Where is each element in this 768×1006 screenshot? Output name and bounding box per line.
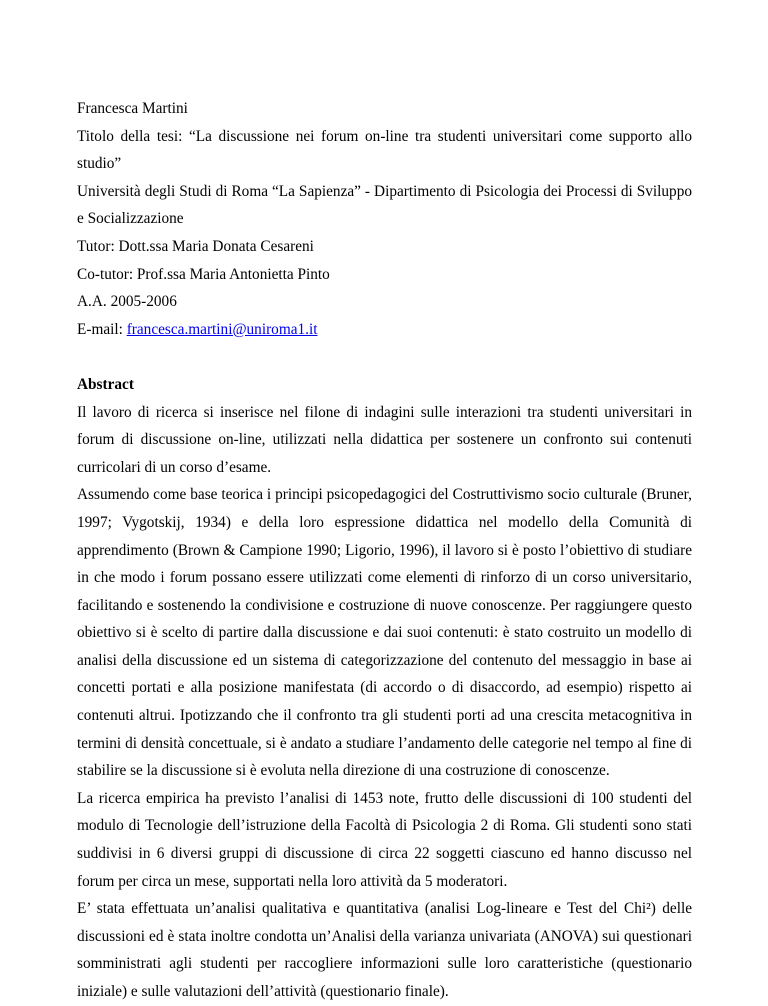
abstract-body [77, 399, 692, 1006]
thesis-title-text: Titolo della tesi: “La discussione nei forum on-line tra studenti universitari come supporto allo studio” [77, 127, 692, 173]
header-block [77, 95, 692, 343]
tutor-line: Tutor: Dott.ssa Maria Donata Cesareni [77, 237, 314, 255]
author-name: Francesca Martini [77, 100, 188, 117]
abstract-paragraph: La ricerca empirica ha previsto l’analisi di 1453 note, frutto delle discussioni di 100 studenti del modulo di Tecnologie dell’istruzione della Facoltà di Psicologia 2 di Roma. Gli studenti sono stati suddivisi in 6 diversi gruppi di discussione di circa 22 soggetti ciascuno ed hanno discusso nel forum per circa un mese, supportati nella loro attività da 5 moderatori. [77, 789, 692, 890]
university-department [77, 178, 692, 233]
abstract-heading: Abstract [77, 375, 134, 393]
cotutor-line: Co-tutor: Prof.ssa Maria Antonietta Pinto [77, 265, 330, 283]
abstract-paragraph: Assumendo come base teorica i principi psicopedagogici del Costruttivismo socio culturale (Bruner, 1997; Vygotskij, 1934) e della loro espressione didattica nel modello della Comunità di apprendimento (Brown & Campione 1990; Ligorio, 1996), il lavoro si è posto l’obiettivo di studiare in che modo i forum possano essere utilizzati come elementi di rinforzo di un corso universitario, facilitando e sostenendo la condivisione e costruzione di nuove conoscenze. Per raggiungere questo obiettivo si è scelto di partire dalla discussione e dai suoi contenuti: è stato costruito un modello di analisi della discussione ed un sistema di categorizzazione del contenuto del messaggio in base ai concetti portati e alla posizione manifestata (di accordo o di disaccordo, ad esempio) rispetto ai contenuti altrui. Ipotizzando che il confronto tra gli studenti porti ad una crescita metacognitiva in termini di densità concettuale, si è andato a studiare l’andamento delle categorie nel tempo al fine di stabilire se la discussione si è evoluta nella direzione di una costruzione di conoscenze. [77, 486, 692, 780]
email-link[interactable]: francesca.martini@uniroma1.it [126, 320, 318, 338]
abstract-paragraph: E’ stata effettuata un’analisi qualitativa e quantitativa (analisi Log-lineare e Test del Chi²) delle discussioni ed è stata inoltre condotta un’Analisi della varianza univariata (ANOVA) sui questionari somministrati agli studenti per raccogliere informazioni sulle loro caratteristiche (questionario iniziale) e sulle valutazioni dell’attività (questionario finale). [77, 900, 692, 1000]
academic-year-line: A.A. 2005-2006 [77, 293, 177, 311]
abstract-section [77, 371, 692, 1006]
email-line [77, 316, 692, 344]
spacer [77, 343, 692, 371]
email-label: E-mail: [77, 320, 127, 338]
document-page [77, 95, 692, 1006]
abstract-paragraph: Il lavoro di ricerca si inserisce nel filone di indagini sulle interazioni tra studenti universitari in forum di discussione on-line, utilizzati nella didattica per sostenere un confronto sui contenuti curricolari di un corso d’esame. [77, 403, 692, 476]
thesis-title [77, 123, 692, 178]
university-department-text: Università degli Studi di Roma “La Sapienza” - Dipartimento di Psicologia dei Processi di Sviluppo e Socializzazione [77, 182, 692, 228]
